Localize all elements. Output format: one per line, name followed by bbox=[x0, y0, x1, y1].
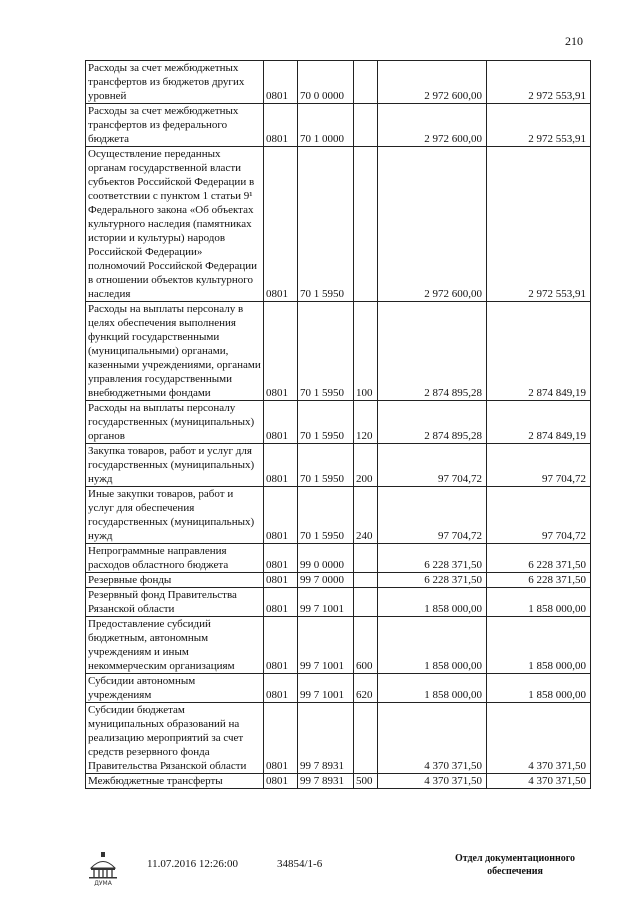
table-row bbox=[86, 487, 591, 544]
table-row bbox=[86, 703, 591, 774]
cell-plan: 1 858 000,00 bbox=[378, 588, 487, 617]
cell-desc: Резервные фонды bbox=[86, 573, 264, 588]
cell-desc: Субсидии бюджетам муниципальных образований на реализацию мероприятий за счет средств резервного фонда Правительства Рязанской области bbox=[86, 703, 264, 774]
cell-target: 70 1 5950 bbox=[298, 401, 354, 444]
page-footer bbox=[85, 852, 605, 892]
cell-target: 99 7 1001 bbox=[298, 617, 354, 674]
cell-fact: 1 858 000,00 bbox=[487, 588, 591, 617]
cell-vr: 600 bbox=[354, 617, 378, 674]
cell-chapter: 0801 bbox=[264, 487, 298, 544]
table-row bbox=[86, 544, 591, 573]
cell-target: 99 7 8931 bbox=[298, 774, 354, 789]
cell-plan: 2 972 600,00 bbox=[378, 147, 487, 302]
cell-vr bbox=[354, 573, 378, 588]
cell-plan: 2 874 895,28 bbox=[378, 401, 487, 444]
table-row bbox=[86, 617, 591, 674]
cell-fact: 6 228 371,50 bbox=[487, 573, 591, 588]
cell-desc: Непрограммные направления расходов областного бюджета bbox=[86, 544, 264, 573]
cell-chapter: 0801 bbox=[264, 401, 298, 444]
cell-desc: Расходы за счет межбюджетных трансфертов из федерального бюджета bbox=[86, 104, 264, 147]
cell-plan: 4 370 371,50 bbox=[378, 703, 487, 774]
cell-target: 70 1 5950 bbox=[298, 487, 354, 544]
cell-fact: 97 704,72 bbox=[487, 487, 591, 544]
cell-vr bbox=[354, 104, 378, 147]
cell-plan: 4 370 371,50 bbox=[378, 774, 487, 789]
cell-chapter: 0801 bbox=[264, 147, 298, 302]
table-row bbox=[86, 302, 591, 401]
cell-vr bbox=[354, 544, 378, 573]
logo-text: ДУМА bbox=[94, 880, 112, 886]
cell-chapter: 0801 bbox=[264, 588, 298, 617]
cell-vr bbox=[354, 61, 378, 104]
footer-department: Отдел документационного обеспечения bbox=[454, 853, 576, 877]
table-row bbox=[86, 674, 591, 703]
duma-logo bbox=[85, 852, 121, 886]
cell-target: 70 1 5950 bbox=[298, 444, 354, 487]
table-row bbox=[86, 573, 591, 588]
cell-desc: Субсидии автономным учреждениям bbox=[86, 674, 264, 703]
cell-vr: 620 bbox=[354, 674, 378, 703]
cell-chapter: 0801 bbox=[264, 617, 298, 674]
cell-chapter: 0801 bbox=[264, 544, 298, 573]
table-row bbox=[86, 444, 591, 487]
cell-chapter: 0801 bbox=[264, 573, 298, 588]
footer-datetime: 11.07.2016 12:26:00 bbox=[147, 858, 238, 870]
table-row bbox=[86, 104, 591, 147]
cell-desc: Расходы на выплаты персоналу государственных (муниципальных) органов bbox=[86, 401, 264, 444]
cell-vr: 120 bbox=[354, 401, 378, 444]
cell-plan: 1 858 000,00 bbox=[378, 674, 487, 703]
cell-chapter: 0801 bbox=[264, 703, 298, 774]
budget-table bbox=[85, 60, 591, 789]
cell-target: 99 7 1001 bbox=[298, 674, 354, 703]
cell-chapter: 0801 bbox=[264, 104, 298, 147]
cell-plan: 6 228 371,50 bbox=[378, 544, 487, 573]
cell-target: 70 1 0000 bbox=[298, 104, 354, 147]
cell-plan: 1 858 000,00 bbox=[378, 617, 487, 674]
table-row bbox=[86, 774, 591, 789]
cell-target: 99 7 0000 bbox=[298, 573, 354, 588]
cell-vr bbox=[354, 588, 378, 617]
cell-desc: Закупка товаров, работ и услуг для государственных (муниципальных) нужд bbox=[86, 444, 264, 487]
cell-chapter: 0801 bbox=[264, 302, 298, 401]
cell-fact: 2 972 553,91 bbox=[487, 104, 591, 147]
cell-fact: 2 972 553,91 bbox=[487, 61, 591, 104]
cell-target: 70 0 0000 bbox=[298, 61, 354, 104]
cell-desc: Расходы на выплаты персоналу в целях обеспечения выполнения функций государственными (муниципальными) органами, казенными учреждениями, органами управления государственными внебюджетными фондами bbox=[86, 302, 264, 401]
cell-fact: 4 370 371,50 bbox=[487, 774, 591, 789]
cell-chapter: 0801 bbox=[264, 674, 298, 703]
table-row bbox=[86, 147, 591, 302]
cell-vr: 500 bbox=[354, 774, 378, 789]
cell-desc: Межбюджетные трансферты bbox=[86, 774, 264, 789]
page-number: 210 bbox=[565, 34, 583, 48]
cell-desc: Расходы за счет межбюджетных трансфертов из бюджетов других уровней bbox=[86, 61, 264, 104]
cell-vr bbox=[354, 147, 378, 302]
cell-fact: 1 858 000,00 bbox=[487, 617, 591, 674]
cell-plan: 2 874 895,28 bbox=[378, 302, 487, 401]
cell-vr: 200 bbox=[354, 444, 378, 487]
cell-fact: 2 874 849,19 bbox=[487, 302, 591, 401]
footer-doc-code: 34854/1-6 bbox=[277, 858, 323, 870]
table-row bbox=[86, 61, 591, 104]
cell-plan: 2 972 600,00 bbox=[378, 104, 487, 147]
cell-fact: 2 972 553,91 bbox=[487, 147, 591, 302]
table-row bbox=[86, 401, 591, 444]
cell-target: 70 1 5950 bbox=[298, 147, 354, 302]
cell-plan: 6 228 371,50 bbox=[378, 573, 487, 588]
cell-desc: Осуществление переданных органам государственной власти субъектов Российской Федерации в соответствии с пунктом 1 статьи 9¹ Федерального закона «Об объектах культурного наследия (памятниках истории и культуры) народов Российской Федерации» полномочий Российской Федерации в отношении объектов культурного наследия bbox=[86, 147, 264, 302]
cell-chapter: 0801 bbox=[264, 774, 298, 789]
cell-plan: 97 704,72 bbox=[378, 487, 487, 544]
cell-fact: 6 228 371,50 bbox=[487, 544, 591, 573]
cell-plan: 97 704,72 bbox=[378, 444, 487, 487]
cell-vr: 100 bbox=[354, 302, 378, 401]
cell-fact: 1 858 000,00 bbox=[487, 674, 591, 703]
cell-fact: 2 874 849,19 bbox=[487, 401, 591, 444]
cell-target: 99 7 1001 bbox=[298, 588, 354, 617]
cell-target: 99 7 8931 bbox=[298, 703, 354, 774]
cell-fact: 97 704,72 bbox=[487, 444, 591, 487]
cell-chapter: 0801 bbox=[264, 444, 298, 487]
cell-vr: 240 bbox=[354, 487, 378, 544]
cell-vr bbox=[354, 703, 378, 774]
cell-fact: 4 370 371,50 bbox=[487, 703, 591, 774]
cell-desc: Иные закупки товаров, работ и услуг для обеспечения государственных (муниципальных) нужд bbox=[86, 487, 264, 544]
cell-target: 70 1 5950 bbox=[298, 302, 354, 401]
cell-desc: Резервный фонд Правительства Рязанской области bbox=[86, 588, 264, 617]
cell-target: 99 0 0000 bbox=[298, 544, 354, 573]
cell-chapter: 0801 bbox=[264, 61, 298, 104]
cell-plan: 2 972 600,00 bbox=[378, 61, 487, 104]
cell-desc: Предоставление субсидий бюджетным, автономным учреждениям и иным некоммерческим организациям bbox=[86, 617, 264, 674]
table-row bbox=[86, 588, 591, 617]
